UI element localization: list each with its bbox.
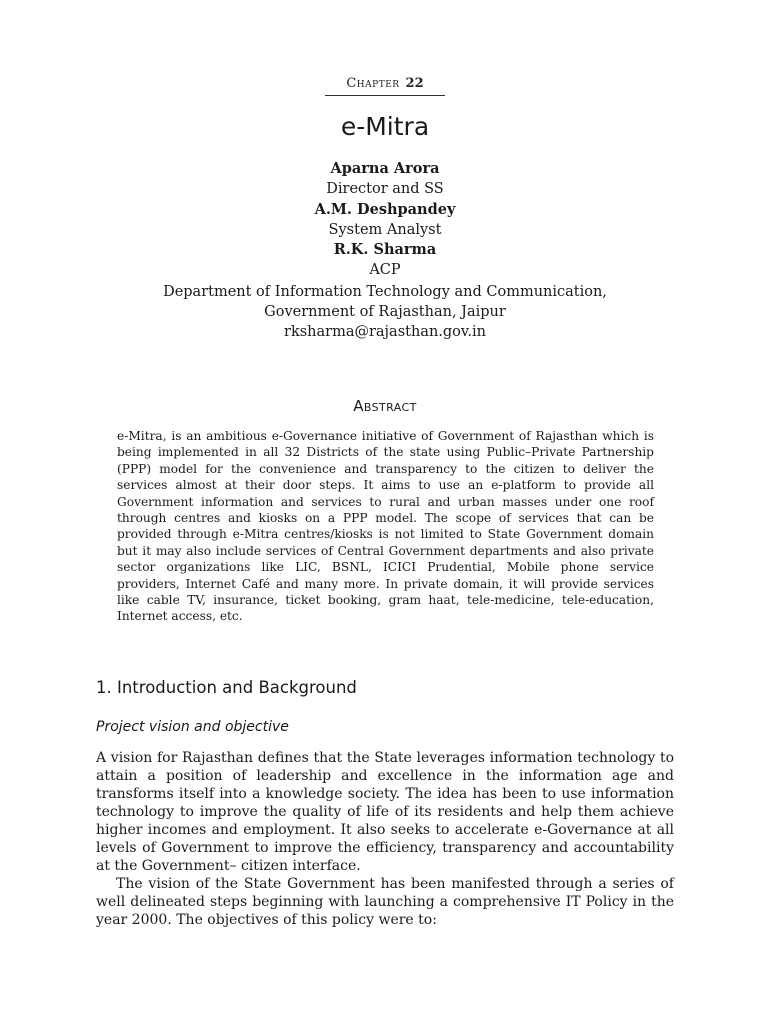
author-role: ACP <box>369 262 401 279</box>
author-email: rksharma@rajasthan.gov.in <box>284 324 486 340</box>
body-paragraph: A vision for Rajasthan defines that the State leverages information technology to attain a position of leadership and excellence in the information age and transforms itself into a knowledge society. The idea has been to use information technology to improve the quality of life of its residents and help them achieve higher incomes and employment. It also seeks to accelerate e-Governance at all levels of Government to improve the efficiency, transparency and accountability at the Government– citizen interface. <box>96 750 674 874</box>
chapter-word: Chapter <box>346 76 400 91</box>
subsection-heading: Project vision and objective <box>96 719 289 735</box>
affiliation-line: Department of Information Technology and Communication, <box>163 284 607 300</box>
author-role: Director and SS <box>326 181 444 198</box>
section-heading: 1. Introduction and Background <box>96 678 357 697</box>
chapter-title: e-Mitra <box>340 112 430 141</box>
abstract-heading: Abstract <box>353 397 417 415</box>
author-name: R.K. Sharma <box>333 241 437 259</box>
abstract-text: e-Mitra, is an ambitious e-Governance initiative of Government of Rajasthan which is being implemented in all 32 Districts of the state using Public–Private Partnership (PPP) model for the convenience and transparency to the citizen to deliver the services almost at their door steps. It aims to use an e-platform to provide all Government information and services to rural and urban masses under one roof through centres and kiosks on a PPP model. The scope of services that can be provided through e-Mitra centres/kiosks is not limited to State Government domain but it may also include services of Central Government departments and also private sector organizations like LIC, BSNL, ICICI Prudential, Mobile phone service providers, Internet Café and many more. In private domain, it will provide services like cable TV, insurance, ticket booking, gram haat, tele-medicine, tele-education, Internet access, etc. <box>117 429 654 624</box>
affiliation-line: Government of Rajasthan, Jaipur <box>264 304 506 320</box>
author-name: Aparna Arora <box>330 160 440 177</box>
body-paragraph: The vision of the State Government has been manifested through a series of well delineated steps beginning with launching a comprehensive IT Policy in the year 2000. The objectives of this policy were to: <box>96 876 674 928</box>
chapter-label <box>0 76 770 91</box>
author-role: System Analyst <box>328 221 442 238</box>
author-list <box>0 159 770 281</box>
chapter-rule <box>325 95 445 96</box>
body-text <box>96 749 674 929</box>
author-name: A.M. Deshpandey <box>314 200 456 218</box>
affiliation <box>0 282 770 342</box>
chapter-number: 22 <box>405 76 424 91</box>
